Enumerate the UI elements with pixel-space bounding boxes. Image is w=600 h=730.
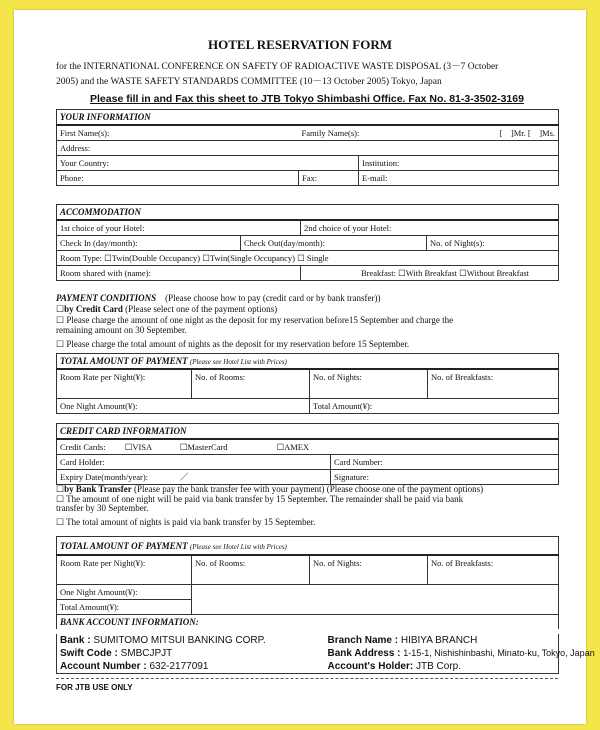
breakfast-row: Breakfast: ☐With Breakfast ☐Without Breakfast	[301, 266, 559, 281]
bank-option-2-checkbox[interactable]: ☐	[56, 517, 65, 527]
one-night-amount-field-credit[interactable]: One Night Amount(¥):	[57, 399, 310, 414]
account-number: Account Number : 632-2177091	[60, 661, 209, 672]
bank-name: Bank : SUMITOMO MITSUI BANKING CORP.	[60, 635, 266, 646]
credit-option-1-checkbox[interactable]: ☐	[56, 315, 65, 325]
room-rate-field-bank[interactable]: Room Rate per Night(¥):	[57, 555, 192, 570]
address-field[interactable]: Address:	[57, 141, 559, 156]
bank-option-1: ☐ The amount of one night will be paid via bank transfer by 15 September. The remainder shall be paid via bank	[56, 494, 464, 504]
credit-option-1: ☐ Please charge the amount of one night as the deposit for my reservation before15 September and charge the	[56, 315, 454, 325]
total-amount-table-credit	[56, 353, 559, 414]
check-in-field[interactable]: Check In (day/month):	[57, 236, 241, 251]
branch-name: Branch Name : HIBIYA BRANCH	[327, 635, 478, 646]
bank-account-header: BANK ACCOUNT INFORMATION:	[57, 615, 559, 630]
bank-transfer-checkbox[interactable]: ☐	[56, 484, 65, 494]
second-choice-hotel-field[interactable]: 2nd choice of your Hotel:	[301, 220, 559, 236]
your-information-header: YOUR INFORMATION	[57, 110, 559, 126]
total-amount-field-bank[interactable]: Total Amount(¥):	[57, 600, 192, 615]
total-amount-field-credit[interactable]: Total Amount(¥):	[310, 399, 559, 414]
footer-divider	[56, 678, 558, 679]
nights-field[interactable]: No. of Night(s):	[427, 236, 559, 251]
swift-code: Swift Code : SMBCJPJT	[60, 648, 173, 659]
expiry-date-field[interactable]: Expiry Date(month/year): ／	[57, 470, 331, 485]
credit-card-table	[56, 423, 559, 485]
room-type-row: Room Type: ☐Twin(Double Occupancy) ☐Twin(Single Occupancy) ☐ Single	[57, 251, 559, 266]
nights-field-bank[interactable]: No. of Nights:	[310, 555, 428, 570]
institution-field[interactable]: Institution:	[359, 156, 559, 171]
email-field[interactable]: E-mail:	[359, 171, 559, 186]
payment-conditions-heading: PAYMENT CONDITIONS (Please choose how to pay (credit card or by bank transfer))	[56, 293, 381, 303]
room-shared-field[interactable]: Room shared with (name):	[57, 266, 301, 281]
with-breakfast-checkbox[interactable]: ☐	[398, 267, 406, 278]
visa-checkbox[interactable]: ☐	[124, 441, 133, 452]
fax-field[interactable]: Fax:	[299, 171, 359, 186]
total-amount-header-credit: TOTAL AMOUNT OF PAYMENT (Please see Hotel List with Prices)	[57, 354, 559, 370]
breakfasts-field-bank[interactable]: No. of Breakfasts:	[428, 555, 559, 570]
bank-transfer-option-heading: ☐by Bank Transfer (Please pay the bank transfer fee with your payment) (Please choose one of the payment options)	[56, 484, 484, 494]
twin-double-checkbox[interactable]: ☐	[104, 252, 112, 263]
total-amount-header-bank: TOTAL AMOUNT OF PAYMENT (Please see Hotel List with Prices)	[57, 537, 559, 556]
credit-option-2-checkbox[interactable]: ☐	[56, 339, 65, 349]
single-checkbox[interactable]: ☐	[297, 252, 305, 263]
check-out-field[interactable]: Check Out(day/month):	[241, 236, 427, 251]
accommodation-table	[56, 204, 559, 281]
card-holder-field[interactable]: Card Holder:	[57, 455, 331, 470]
rooms-field-credit[interactable]: No. of Rooms:	[192, 369, 310, 384]
bank-account-details	[56, 634, 595, 674]
without-breakfast-checkbox[interactable]: ☐	[459, 267, 467, 278]
title-options[interactable]: [ ]Mr. [ ]Ms.	[449, 125, 559, 141]
card-number-field[interactable]: Card Number:	[331, 455, 559, 470]
credit-card-checkbox[interactable]: ☐	[56, 304, 65, 314]
credit-option-1-cont: remaining amount on 30 September.	[56, 325, 187, 335]
twin-single-checkbox[interactable]: ☐	[202, 252, 210, 263]
rooms-field-bank[interactable]: No. of Rooms:	[192, 555, 310, 570]
intro-line-1: for the INTERNATIONAL CONFERENCE ON SAFETY OF RADIOACTIVE WASTE DISPOSAL (3－7 October	[56, 62, 499, 72]
fax-instruction: Please fill in and Fax this sheet to JTB Tokyo Shimbashi Office. Fax No. 81-3-3502-3169	[90, 93, 524, 105]
nights-field-credit[interactable]: No. of Nights:	[310, 369, 428, 384]
bank-option-1-cont: transfer by 30 September.	[56, 503, 149, 513]
bank-option-2: ☐ The total amount of nights is paid via bank transfer by 15 September.	[56, 517, 316, 527]
credit-cards-row: Credit Cards: ☐VISA ☐MasterCard ☐AMEX	[57, 439, 559, 455]
intro-line-2: 2005) and the WASTE SAFETY STANDARDS COMMITTEE (10－13 October 2005) Tokyo, Japan	[56, 77, 442, 87]
mastercard-checkbox[interactable]: ☐	[179, 441, 188, 452]
one-night-amount-field-bank[interactable]: One Night Amount(¥):	[57, 585, 192, 600]
breakfasts-field-credit[interactable]: No. of Breakfasts:	[428, 369, 559, 384]
bank-address: Bank Address : 1-15-1, Nishishinbashi, Minato-ku, Tokyo, Japan	[327, 648, 595, 659]
room-rate-field-credit[interactable]: Room Rate per Night(¥):	[57, 369, 192, 384]
reservation-form-page	[14, 10, 595, 724]
first-name-field[interactable]: First Name(s):	[57, 125, 299, 141]
first-choice-hotel-field[interactable]: 1st choice of your Hotel:	[57, 220, 301, 236]
your-information-table	[56, 109, 559, 186]
family-name-field[interactable]: Family Name(s):	[299, 125, 449, 141]
jtb-use-only-label: FOR JTB USE ONLY	[56, 683, 133, 692]
account-holder: Account's Holder: JTB Corp.	[327, 661, 462, 672]
amex-checkbox[interactable]: ☐	[276, 441, 285, 452]
total-amount-table-bank	[56, 536, 559, 629]
credit-card-option-heading: ☐by Credit Card (Please select one of the payment options)	[56, 304, 278, 314]
signature-field[interactable]: Signature:	[331, 470, 559, 485]
accommodation-header: ACCOMMODATION	[57, 205, 559, 221]
credit-card-header: CREDIT CARD INFORMATION	[57, 424, 559, 440]
country-field[interactable]: Your Country:	[57, 156, 359, 171]
credit-option-2: ☐ Please charge the total amount of nights as the deposit for my reservation before 15 September.	[56, 339, 410, 349]
bank-option-1-checkbox[interactable]: ☐	[56, 494, 65, 504]
phone-field[interactable]: Phone:	[57, 171, 299, 186]
page-title: HOTEL RESERVATION FORM	[208, 37, 392, 52]
